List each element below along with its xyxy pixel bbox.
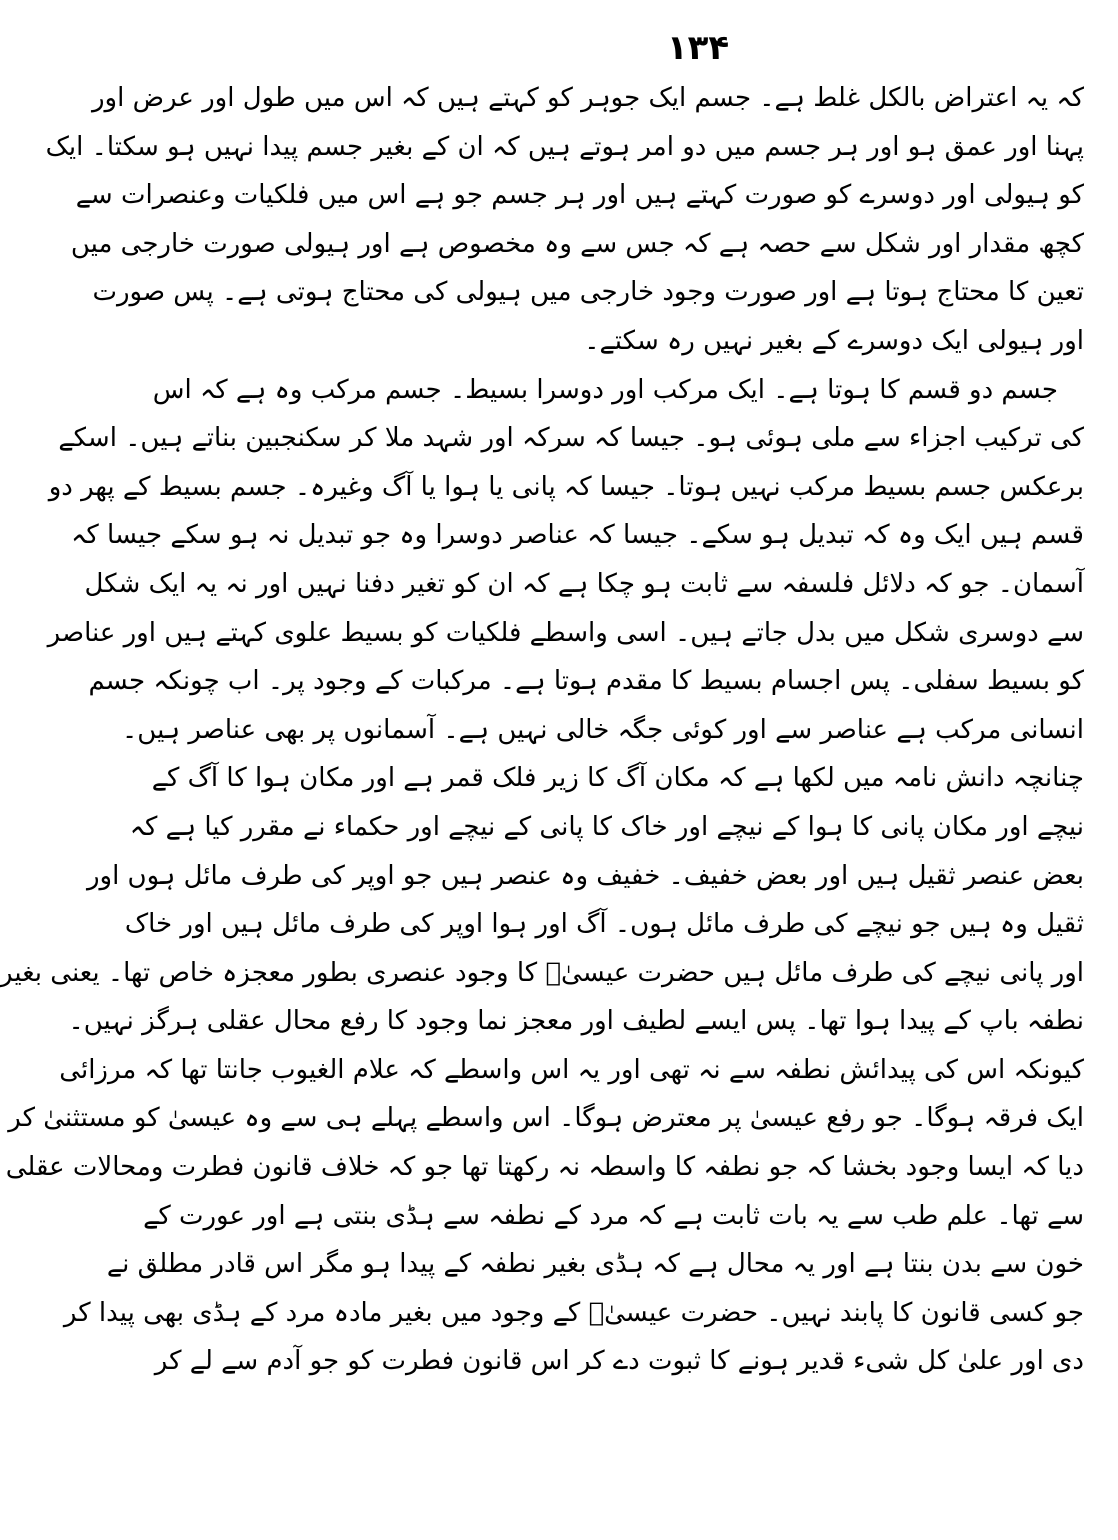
text-line: دیا کہ ایسا وجود بخشا کہ جو نطفہ کا واسطہ نہ رکھتا تھا جو کہ خلاف قانون فطرت ومحالات عقلی	[5, 1152, 1084, 1183]
text-line: نطفہ باپ کے پیدا ہوا تھا۔ پس ایسے لطیف اور معجز نما وجود کا رفع محال عقلی ہرگز نہیں۔	[68, 1006, 1084, 1037]
text-line: پہنا اور عمق ہو اور ہر جسم میں دو امر ہوتے ہیں کہ ان کے بغیر جسم پیدا نہیں ہو سکتا۔ ایک	[45, 131, 1084, 162]
text-line: انسانی مرکب ہے عناصر سے اور کوئی جگہ خالی نہیں ہے۔ آسمانوں پر بھی عناصر ہیں۔	[122, 714, 1084, 745]
text-line: کچھ مقدار اور شکل سے حصہ ہے کہ جس سے وہ مخصوص ہے اور ہیولی صورت خارجی میں	[70, 228, 1084, 259]
text-line: سے دوسری شکل میں بدل جاتے ہیں۔ اسی واسطے فلکیات کو بسیط علوی کہتے ہیں اور عناصر	[47, 617, 1084, 648]
text-line: آسمان۔ جو کہ دلائل فلسفہ سے ثابت ہو چکا ہے کہ ان کو تغیر دفنا نہیں اور نہ یہ ایک شکل	[84, 568, 1084, 599]
text-line: ثقیل وہ ہیں جو نیچے کی طرف مائل ہوں۔ آگ اور ہوا اوپر کی طرف مائل ہیں اور خاک	[124, 909, 1084, 940]
text-line: سے تھا۔ علم طب سے یہ بات ثابت ہے کہ مرد کے نطفہ سے ہڈی بنتی ہے اور عورت کے	[143, 1200, 1084, 1231]
text-line: کہ یہ اعتراض بالکل غلط ہے۔ جسم ایک جوہر کو کہتے ہیں کہ اس میں طول اور عرض اور	[91, 83, 1084, 113]
text-line: خون سے بدن بنتا ہے اور یہ محال ہے کہ ہڈی بغیر نطفہ کے پیدا ہو مگر اس قادر مطلق نے	[106, 1249, 1084, 1280]
text-line: چنانچہ دانش نامہ میں لکھا ہے کہ مکان آگ کا زیر فلک قمر ہے اور مکان ہوا کا آگ کے	[151, 763, 1084, 794]
text-line: کی ترکیب اجزاء سے ملی ہوئی ہو۔ جیسا کہ سرکہ اور شہد ملا کر سکنجبین بناتے ہیں۔ اسکے	[58, 423, 1084, 454]
text-line: کو بسیط سفلی۔ پس اجسام بسیط کا مقدم ہوتا ہے۔ مرکبات کے وجود پر۔ اب چونکہ جسم	[88, 666, 1084, 697]
text-line: دی اور علیٰ کل شیء قدیر ہونے کا ثبوت دے کر اس قانون فطرت کو جو آدم سے لے کر	[154, 1346, 1084, 1377]
text-line: بعض عنصر ثقیل ہیں اور بعض خفیف۔ خفیف وہ عنصر ہیں جو اوپر کی طرف مائل ہوں اور	[86, 860, 1084, 891]
text-line: جو کسی قانون کا پابند نہیں۔ حضرت عیسیٰؑ کے وجود میں بغیر مادہ مرد کے ہڈی بھی پیدا کر	[63, 1297, 1084, 1328]
text-line: برعکس جسم بسیط مرکب نہیں ہوتا۔ جیسا کہ پانی یا ہوا یا آگ وغیرہ۔ جسم بسیط کے پھر دو	[48, 471, 1084, 502]
text-line: کیونکہ اس کی پیدائش نطفہ سے نہ تھی اور یہ اس واسطے کہ علام الغیوب جانتا تھا کہ مرزائی	[59, 1054, 1084, 1085]
text-line: اور ہیولی ایک دوسرے کے بغیر نہیں رہ سکتے۔	[584, 325, 1084, 356]
body-text	[0, 74, 1084, 1386]
text-line: قسم ہیں ایک وہ کہ تبدیل ہو سکے۔ جیسا کہ عناصر دوسرا وہ جو تبدیل نہ ہو سکے جیسا کہ	[71, 520, 1084, 551]
text-line: کو ہیولی اور دوسرے کو صورت کہتے ہیں اور ہر جسم جو ہے اس میں فلکیات وعنصرات سے	[75, 180, 1084, 211]
paragraph-start-line: جسم دو قسم کا ہوتا ہے۔ ایک مرکب اور دوسرا بسیط۔ جسم مرکب وہ ہے کہ اس	[152, 374, 1058, 405]
text-line: اور پانی نیچے کی طرف مائل ہیں حضرت عیسیٰؑ کا وجود عنصری بطور معجزہ خاص تھا۔ یعنی بغیر	[0, 957, 1084, 988]
text-line: ایک فرقہ ہوگا۔ جو رفع عیسیٰ پر معترض ہوگا۔ اس واسطے پہلے ہی سے وہ عیسیٰ کو مستثنیٰ کر	[8, 1103, 1084, 1134]
text-line: نیچے اور مکان پانی کا ہوا کے نیچے اور خاک کا پانی کے نیچے اور حکماء نے مقرر کیا ہے کہ	[129, 811, 1084, 842]
page-number: ۱۳۴	[666, 28, 730, 68]
text-line: تعین کا محتاج ہوتا ہے اور صورت وجود خارجی میں ہیولی کی محتاج ہوتی ہے۔ پس صورت	[92, 277, 1084, 308]
